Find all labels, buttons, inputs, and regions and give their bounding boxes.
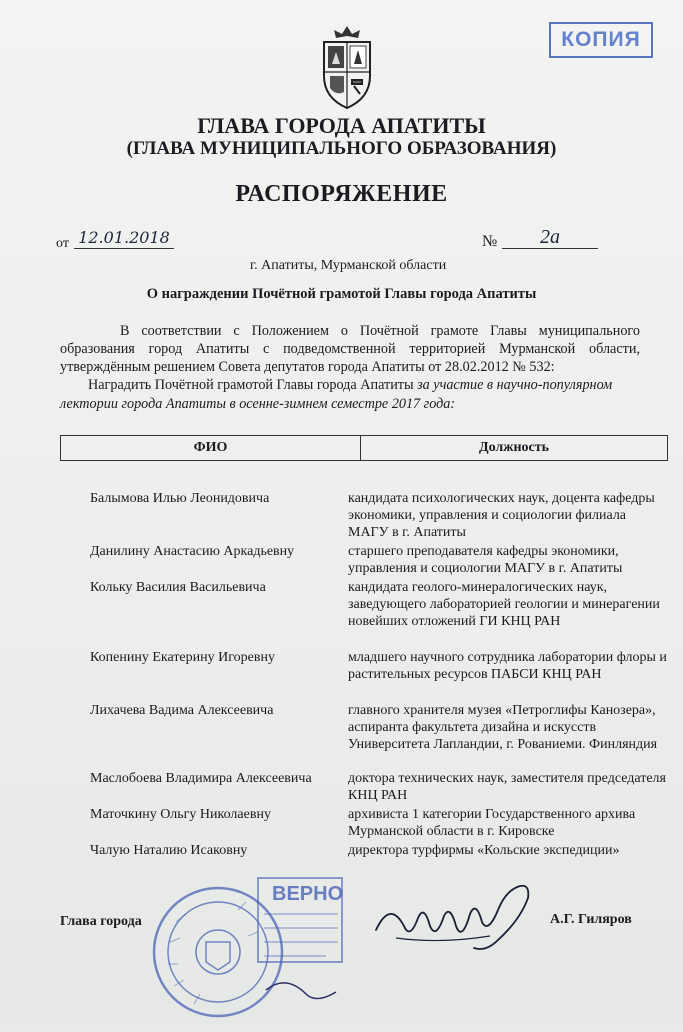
copy-stamp: КОПИЯ [549, 22, 653, 58]
awardee-name: Балымова Илью Леонидовича [90, 491, 270, 506]
date-prefix: от [56, 236, 69, 251]
awardee-name: Маслобоева Владимира Алексеевича [90, 771, 312, 786]
awardee-name: Копенину Екатерину Игоревну [90, 650, 275, 665]
awardee-position: младшего научного сотрудника лаборатории флоры и растительных ресурсов ПАБСИ КНЦ РАН [348, 650, 667, 682]
column-header-position: Должность [478, 440, 549, 455]
coat-of-arms-icon [316, 24, 378, 110]
document-type: РАСПОРЯЖЕНИЕ [235, 181, 448, 207]
document-subject: О награждении Почётной грамотой Главы города Апатиты [146, 286, 537, 302]
preamble-paragraph [60, 322, 640, 376]
awardee-position: старшего преподавателя кафедры экономики, управления и социологии МАГУ в г. Апатиты [348, 544, 623, 576]
official-seal-icon [146, 862, 346, 1032]
award-reason: за участие в научно-популярном лектории города Апатиты в осенне-зимнем семестре 2017 года: [60, 377, 613, 412]
signature-icon [370, 870, 540, 960]
awardee-position: доктора технических наук, заместителя председателя КНЦ РАН [348, 771, 666, 803]
issuer-subtitle: (ГЛАВА МУНИЦИПАЛЬНОГО ОБРАЗОВАНИЯ) [126, 138, 557, 159]
place-of-issue: г. Апатиты, Мурманской области [250, 258, 447, 273]
awardee-position: кандидата геолого-минералогических наук, заведующего лабораторией геологии и минерагении новейших отложений ГИ КНЦ РАН [348, 580, 660, 629]
awardee-name: Данилину Анастасию Аркадьевну [90, 544, 295, 559]
signatory-name: А.Г. Гиляров [550, 912, 632, 927]
awardee-position: директора турфирмы «Кольские экспедиции» [348, 843, 620, 858]
awardee-name: Лихачева Вадима Алексеевича [90, 703, 274, 718]
awardee-position: кандидата психологических наук, доцента кафедры экономики, управления и социологии филиала МАГУ в г. Апатиты [348, 491, 655, 540]
date-value: 12.01.2018 [74, 228, 174, 249]
awardee-name: Чалую Наталию Исаковну [90, 843, 248, 858]
issuer-title: ГЛАВА ГОРОДА АПАТИТЫ [197, 113, 486, 138]
preamble-text: В соответствии с Положением о Почётной грамоте Главы муниципального образования город Апатиты с подведомственной территорией Мурманской области, утверждённым решением Совета депутатов города Апатиты от 28.02.2012 № 532: [60, 323, 640, 375]
column-header-fio: ФИО [61, 436, 361, 460]
awardee-name: Маточкину Ольгу Николаевну [90, 807, 271, 822]
award-text: Наградить Почётной грамотой Главы города Апатиты [88, 377, 418, 393]
number-prefix: № [482, 233, 498, 250]
awardee-name: Кольку Василия Васильевича [90, 580, 266, 595]
signatory-title: Глава города [60, 914, 142, 929]
svg-text:ВЕРНО: ВЕРНО [272, 883, 344, 905]
award-paragraph [60, 376, 644, 414]
table-header [60, 435, 668, 461]
awardee-position: архивиста 1 категории Государственного архива Мурманской области в г. Кировске [348, 807, 636, 839]
number-value: 2а [502, 226, 598, 249]
awardee-position: главного хранителя музея «Петроглифы Канозера», аспиранта факультета дизайна и искусств Университета Лапландии, г. Рованиеми. Финляндия [348, 703, 658, 752]
